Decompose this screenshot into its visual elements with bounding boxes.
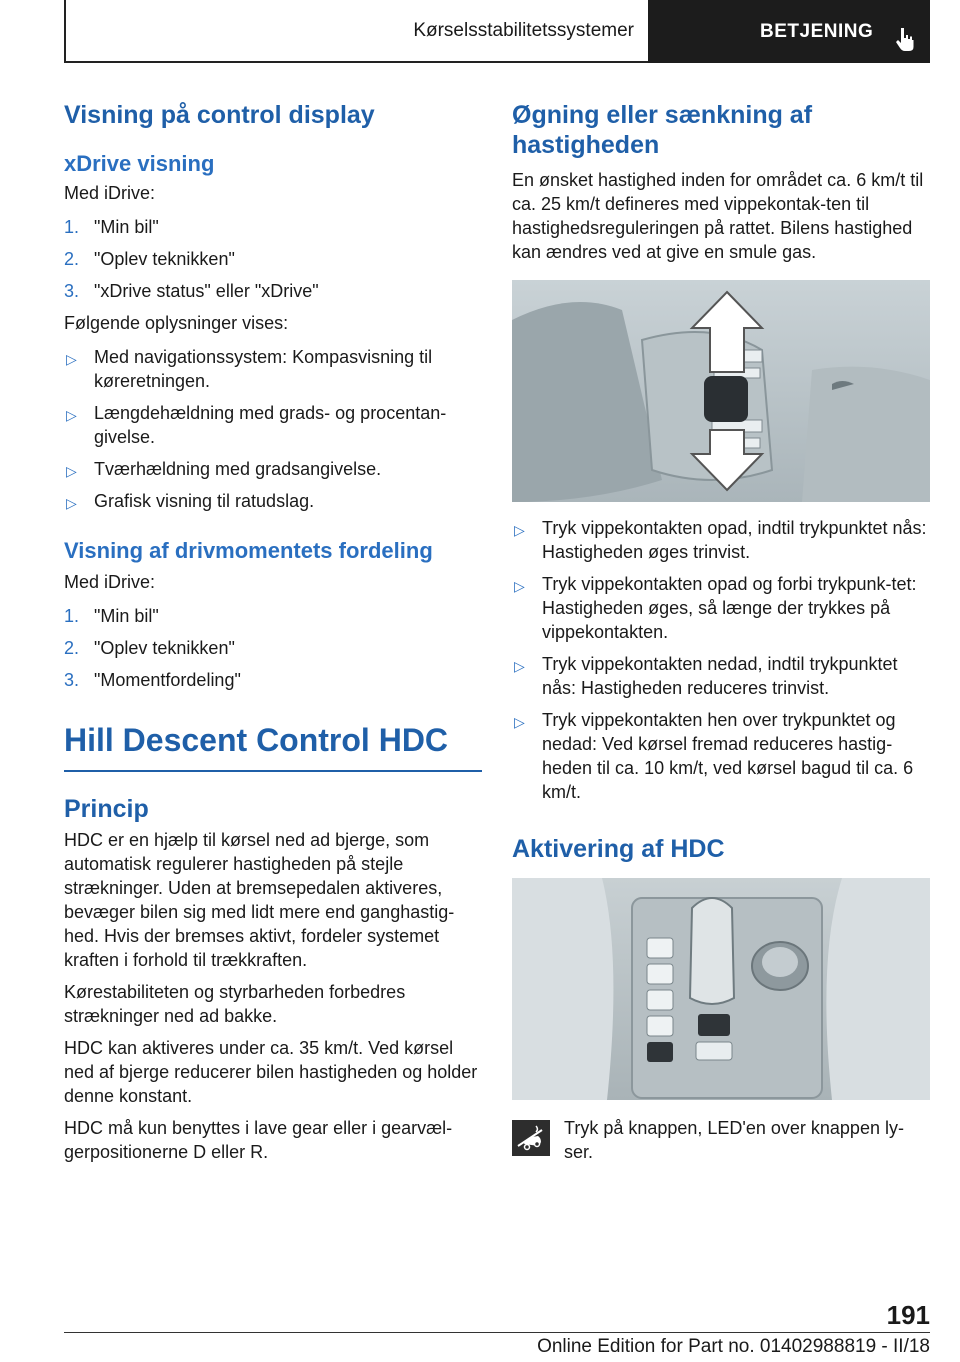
paragraph: En ønsket hastighed inden for området ca. 6 km/t til ca. 25 km/t defineres med vippekontak-ten til hastighedsreguleringen på rattet. Bilens hastighed kan ændres ved at give en smule gas. <box>512 170 924 262</box>
list-text: "Oplev teknikken" <box>94 249 235 269</box>
list-text: Tryk vippekontakten opad og forbi trykpunk-tet: Hastigheden øges, så længe der trykkes på vippekontakten. <box>542 574 917 642</box>
list-text: Længdehældning med grads- og procentan-givelse. <box>94 403 447 447</box>
list-item <box>512 652 930 700</box>
list-item <box>512 708 930 804</box>
heading-hdc: Hill Descent Control HDC <box>64 722 449 758</box>
list-number: 3. <box>64 281 80 301</box>
footer-rule <box>64 1332 930 1333</box>
pointing-hand-icon <box>894 26 916 52</box>
heading-aktivering: Aktivering af HDC <box>512 835 725 863</box>
list-item <box>64 247 482 271</box>
list-number: 1. <box>64 217 80 237</box>
list-item <box>64 215 482 239</box>
list-item <box>64 636 482 660</box>
paragraph: HDC kan aktiveres under ca. 35 km/t. Ved kørsel ned af bjerge reducerer bilen hastigheden og holder denne konstant. <box>64 1038 478 1106</box>
hdc-button-icon <box>512 1120 550 1156</box>
list-item <box>64 345 482 393</box>
triangle-bullet-icon: ▷ <box>66 463 77 479</box>
header-section-title: Kørselsstabilitetssystemer <box>413 19 634 41</box>
heading-rule <box>64 770 482 772</box>
page-number: 191 <box>886 1300 930 1330</box>
med-idrive-text: Med iDrive: <box>64 183 156 203</box>
footer-edition: Online Edition for Part no. 01402988819 - II/18 <box>537 1336 930 1357</box>
list-text: "Min bil" <box>94 606 159 626</box>
header-chapter-tab <box>648 0 930 63</box>
list-text: Tryk vippekontakten hen over trykpunktet og nedad: Ved kørsel fremad reduceres hastig-heden til ca. 10 km/t, ved kørsel bagud til ca. 6 km/t. <box>542 710 914 802</box>
list-text: "xDrive status" eller "xDrive" <box>94 281 319 301</box>
triangle-bullet-icon: ▷ <box>514 714 525 730</box>
triangle-bullet-icon: ▷ <box>514 578 525 594</box>
list-info-bullets <box>64 345 482 513</box>
list-speed-bullets <box>512 516 930 804</box>
list-text: Med navigationssystem: Kompasvisning til køreretningen. <box>94 347 433 391</box>
med-idrive-text: Med iDrive: <box>64 572 156 592</box>
list-number: 2. <box>64 638 80 658</box>
list-item <box>512 572 930 644</box>
heading-xdrive: xDrive visning <box>64 151 215 176</box>
list-text: Tryk vippekontakten opad, indtil trykpunktet nås: Hastigheden øges trinvist. <box>542 518 927 562</box>
list-text: "Oplev teknikken" <box>94 638 235 658</box>
paragraph: Kørestabiliteten og styrbarheden forbedres strækninger ned ad bakke. <box>64 982 406 1026</box>
triangle-bullet-icon: ▷ <box>66 351 77 367</box>
heading-drivmoment: Visning af drivmomentets fordeling <box>64 538 433 563</box>
triangle-bullet-icon: ▷ <box>66 407 77 423</box>
heading-princip: Princip <box>64 795 149 823</box>
hdc-instruction-text: Tryk på knappen, LED'en over knappen ly-ser. <box>564 1118 904 1162</box>
steering-wheel-rocker-image <box>512 280 930 502</box>
list-xdrive-steps <box>64 215 482 303</box>
list-item <box>64 604 482 628</box>
left-column <box>64 100 482 1164</box>
right-column <box>512 100 930 1164</box>
hdc-instruction <box>512 1116 930 1164</box>
center-console-image <box>512 878 930 1100</box>
list-number: 3. <box>64 670 80 690</box>
paragraph: HDC er en hjælp til kørsel ned ad bjerge, som automatisk regulerer hastigheden på stejle strækninger. Uden at bremsepedalen aktiveres, bevæger bilen sig med lidt mere end ganghastig-hed. Hvis der bremses aktivt, fordeler systemet kraften i forhold til trækkraften. <box>64 830 455 970</box>
list-text: "Momentfordeling" <box>94 670 241 690</box>
list-number: 2. <box>64 249 80 269</box>
list-item <box>64 279 482 303</box>
triangle-bullet-icon: ▷ <box>66 495 77 511</box>
list-item <box>64 489 482 513</box>
list-text: Tryk vippekontakten nedad, indtil trykpunktet nås: Hastigheden reduceres trinvist. <box>542 654 898 698</box>
header-chapter-label: BETJENING <box>760 20 874 42</box>
list-text: "Min bil" <box>94 217 159 237</box>
triangle-bullet-icon: ▷ <box>514 658 525 674</box>
folgende-text: Følgende oplysninger vises: <box>64 313 289 333</box>
list-text: Grafisk visning til ratudslag. <box>94 491 315 511</box>
list-item <box>64 457 482 481</box>
heading-ogning: Øgning eller sænkning af hastigheden <box>512 101 813 159</box>
list-item <box>512 516 930 564</box>
heading-visning: Visning på control display <box>64 101 375 129</box>
paragraph: HDC må kun benyttes i lave gear eller i gearvæl-gerpositionerne D eller R. <box>64 1118 453 1162</box>
list-number: 1. <box>64 606 80 626</box>
triangle-bullet-icon: ▷ <box>514 522 525 538</box>
list-item <box>64 401 482 449</box>
list-moment-steps <box>64 604 482 692</box>
list-text: Tværhældning med gradsangivelse. <box>94 459 382 479</box>
list-item <box>64 668 482 692</box>
